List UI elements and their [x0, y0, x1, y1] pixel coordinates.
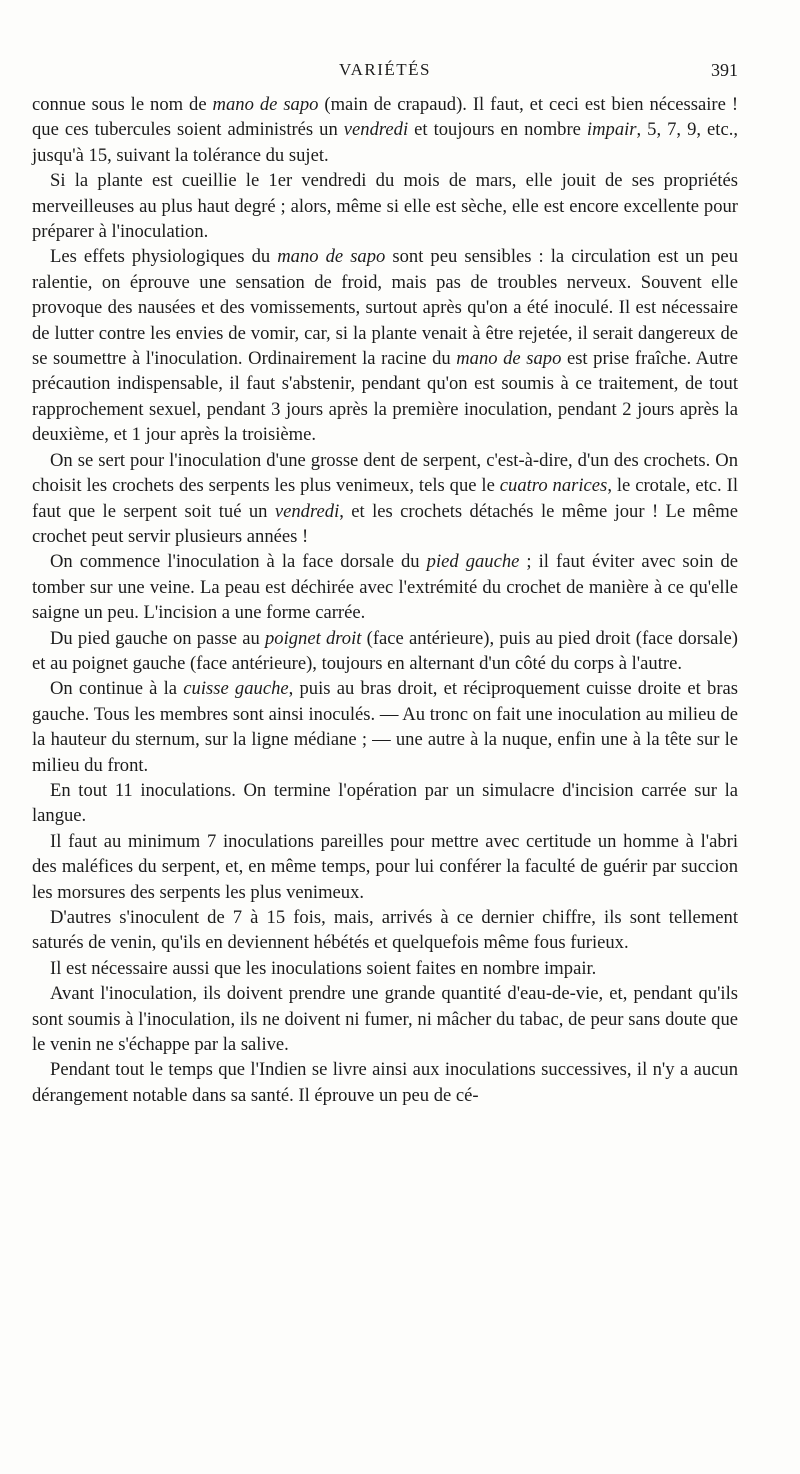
- paragraph: [32, 448, 738, 550]
- paragraph: [32, 244, 738, 447]
- text-run: Si la plante est cueillie le 1er vendredi du mois de mars, elle jouit de ses propriétés merveilleuses au plus haut degré ; alors, même si elle est sèche, elle est encore excellente pour préparer à l'inoculation.: [32, 170, 738, 243]
- text-run: Il est nécessaire aussi que les inoculations soient faites en nombre impair.: [50, 957, 597, 979]
- text-run: , et les crochets détachés le même jour ! Le même crochet peut servir plusieurs années !: [32, 500, 738, 547]
- paragraph: [32, 168, 738, 244]
- text-run: Pendant tout le temps que l'Indien se livre ainsi aux inoculations successives, il n'y a aucun dérangement notable dans sa santé. Il éprouve un peu de cé-: [32, 1059, 738, 1106]
- text-run: On continue à la: [50, 678, 184, 700]
- paragraph: [32, 778, 738, 829]
- paragraph: [32, 92, 738, 168]
- paragraph: [32, 549, 738, 625]
- italic-run: vendredi: [274, 500, 340, 522]
- text-run: connue sous le nom de: [32, 94, 213, 115]
- text-run: , 5, 7, 9, etc., jusqu'à 15, suivant la tolérance du sujet.: [32, 119, 738, 166]
- text-run: Il faut au minimum 7 inoculations pareilles pour mettre avec certitude un homme à l'abri des maléfices du serpent, et, en même temps, pour lui conférer la faculté de guérir par succion les morsures des serpents les plus venimeux.: [32, 830, 738, 903]
- text-run: Avant l'inoculation, ils doivent prendre une grande quantité d'eau-de-vie, et, pendant qu'ils sont soumis à l'inoculation, ils ne doivent ni fumer, ni mâcher du tabac, de peur sans doute que le venin ne s'échappe par la salive.: [32, 983, 738, 1056]
- paragraph: [32, 981, 738, 1057]
- paragraph: [32, 829, 738, 905]
- page-number: 391: [711, 60, 738, 80]
- italic-run: pied gauche: [426, 551, 520, 573]
- page-header: [32, 58, 738, 86]
- running-title: VARIÉTÉS: [339, 60, 431, 79]
- italic-run: cuisse gauche: [183, 678, 289, 700]
- paragraph: [32, 956, 738, 981]
- text-run: Les effets physiologiques du: [50, 246, 278, 268]
- paragraph: [32, 1057, 738, 1108]
- text-run: , le crotale, etc. Il faut que le serpent soit tué un: [32, 475, 738, 522]
- text-run: (main de crapaud). Il faut, et ceci est bien nécessaire ! que ces tubercules soient administrés un: [32, 94, 739, 141]
- text-run: , puis au bras droit, et réciproquement cuisse droite et bras gauche. Tous les membres sont ainsi inoculés. — Au tronc on fait une inoculation au milieu de la hauteur du sternum, sur la ligne médiane ; — une autre à la nuque, enfin une à la tête sur le milieu du front.: [32, 678, 738, 776]
- italic-run: cuatro narices: [499, 475, 608, 497]
- italic-run: mano de sapo: [212, 94, 319, 115]
- text-run: En tout 11 inoculations. On termine l'opération par un simulacre d'incision carrée sur la langue.: [32, 779, 738, 827]
- text-run: sont peu sensibles : la circulation est un peu ralentie, on éprouve une sensation de froid, mais pas de troubles nerveux. Souvent elle provoque des nausées et des vomissements, surtout après qu'on a été inoculé. Il est nécessaire de lutter contre les envies de vomir, car, si la plante venait à être rejetée, il serait dangereux de se soumettre à l'inoculation. Ordinairement la racine du: [32, 246, 738, 370]
- body-text: [32, 92, 738, 1108]
- text-run: On se sert pour l'inoculation d'une grosse dent de serpent, c'est-à-dire, d'un des crochets. On choisit les crochets des serpents les plus venimeux, tels que le: [32, 449, 738, 497]
- italic-run: poignet droit: [264, 627, 362, 649]
- italic-run: vendredi: [343, 119, 409, 141]
- text-run: et toujours en nombre: [408, 119, 587, 141]
- text-run: est prise fraîche. Autre précaution indispensable, il faut s'abstenir, pendant qu'on est soumis à ce traitement, de tout rapprochement sexuel, pendant 3 jours après la première inoculation, pendant 2 jours après la deuxième, et 1 jour après la troisième.: [32, 348, 738, 446]
- text-run: D'autres s'inoculent de 7 à 15 fois, mais, arrivés à ce dernier chiffre, ils sont tellement saturés de venin, qu'ils en deviennent hébétés et quelquefois même fous furieux.: [32, 907, 738, 954]
- text-run: On commence l'inoculation à la face dorsale du: [50, 551, 427, 573]
- italic-run: impair: [586, 119, 637, 141]
- text-run: Du pied gauche on passe au: [50, 627, 265, 649]
- text-run: ; il faut éviter avec soin de tomber sur une veine. La peau est déchirée avec l'extrémité du crochet de manière à ce qu'elle saigne un peu. L'incision a une forme carrée.: [32, 551, 738, 624]
- italic-run: mano de sapo: [277, 246, 386, 268]
- paragraph: [32, 626, 738, 677]
- text-run: (face antérieure), puis au pied droit (face dorsale) et au poignet gauche (face antérieure), toujours en alternant d'un côté du corps à l'autre.: [32, 627, 738, 674]
- paragraph: [32, 676, 738, 778]
- paragraph: [32, 905, 738, 956]
- italic-run: mano de sapo: [456, 348, 562, 370]
